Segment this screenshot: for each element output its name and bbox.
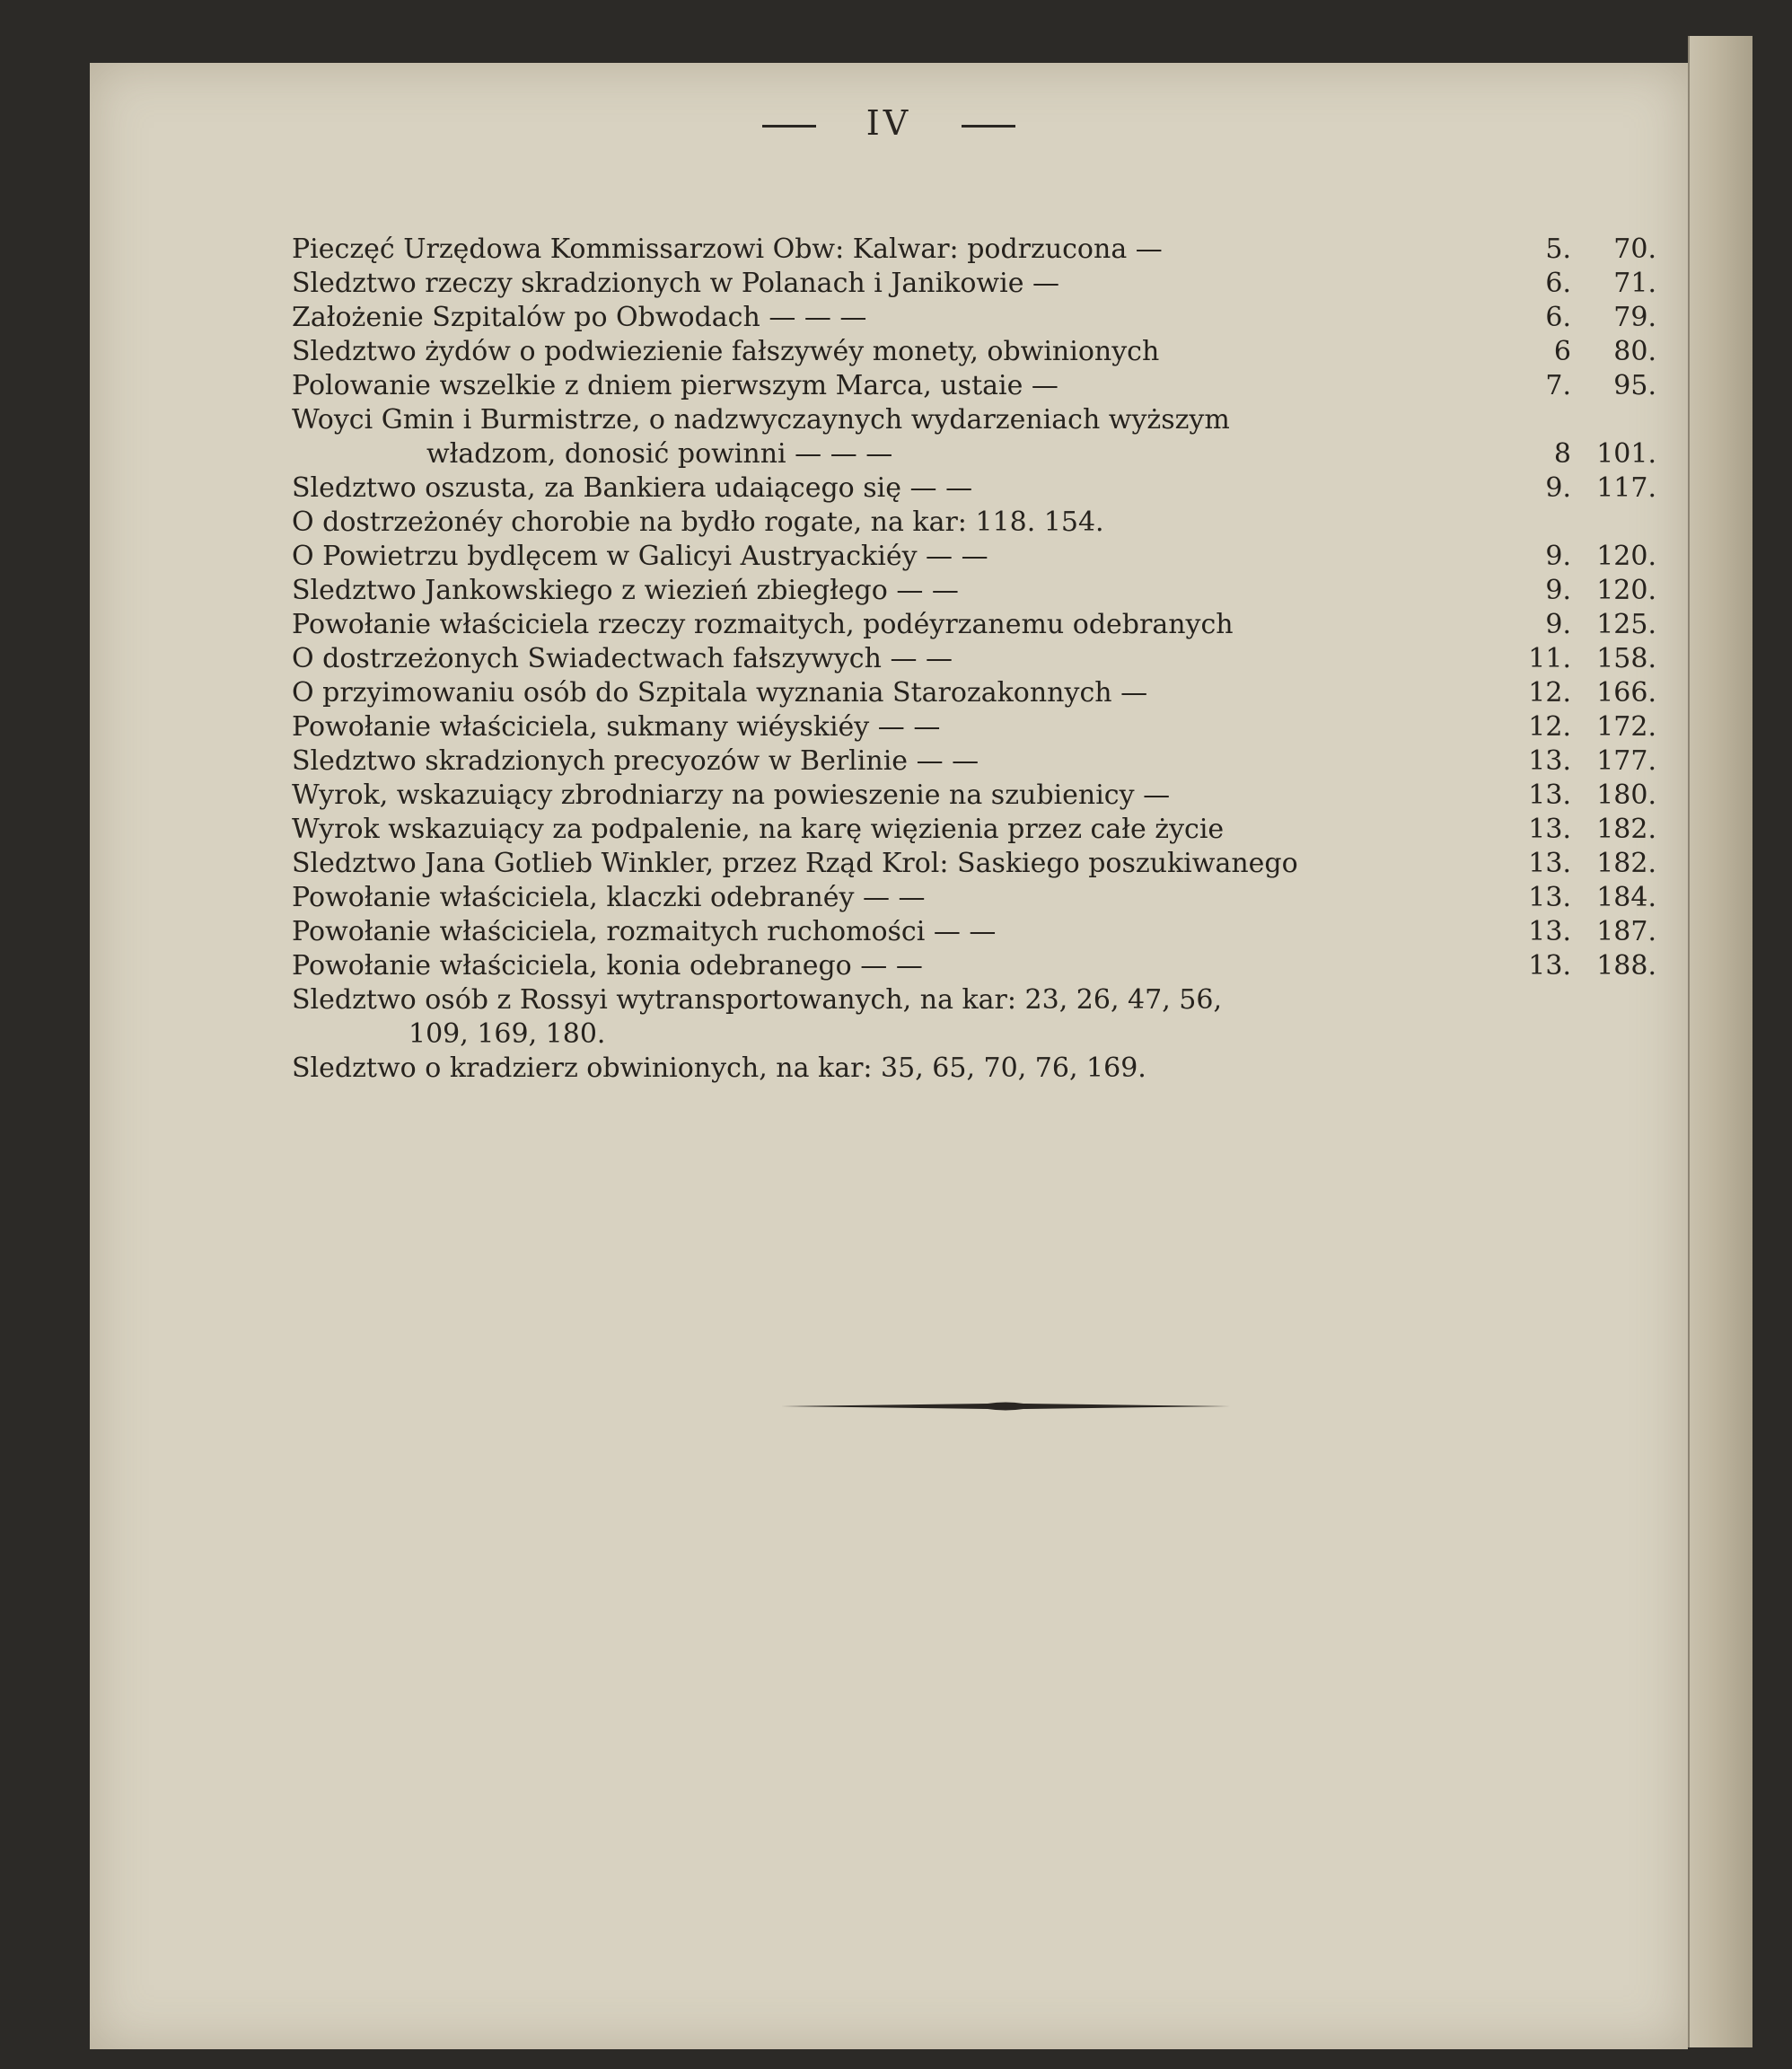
entry-title: Powołanie właściciela, klaczki odebranéy — — [292,882,926,913]
entry-page: 182. [1596,814,1656,845]
entry-page: 180. [1596,779,1656,811]
entry-title: Sledztwo Jana Gotlieb Winkler, przez Rząd Krol: Saskiego poszukiwanego [292,848,1298,879]
index-entry-continuation [292,1018,1656,1052]
index-entry [292,848,1656,882]
entry-part: 13. [1528,814,1571,845]
entry-page: 166. [1596,677,1656,709]
index-entry [292,404,1656,438]
entry-title: Polowanie wszelkie z dniem pierwszym Marca, ustaie — [292,370,1059,401]
ornamental-rule [781,1401,1230,1412]
entry-title: Sledztwo żydów o podwiezienie fałszywéy monety, obwinionych [292,336,1160,367]
entry-title: Sledztwo rzeczy skradzionych w Polanach i Janikowie — [292,268,1059,299]
entry-title: Założenie Szpitalów po Obwodach — — — [292,302,867,333]
index-entry [292,233,1656,268]
index-entry [292,506,1656,541]
header-dash-right [962,125,1015,128]
index-entry [292,814,1656,848]
index-entry [292,745,1656,779]
entry-part: 8 [1553,438,1571,470]
entry-page: 187. [1596,916,1656,947]
document-page [90,63,1688,2049]
page-number: IV [865,103,912,143]
index-entry [292,643,1656,677]
header-dash-left [762,125,816,128]
entry-title: Woyci Gmin i Burmistrze, o nadzwyczaynych wydarzeniach wyższym [292,404,1230,436]
entry-title: Pieczęć Urzędowa Kommissarzowi Obw: Kalwar: podrzucona — [292,233,1163,265]
index-entries [292,233,1656,1087]
entry-part: 6 [1553,336,1571,367]
entry-part: 13. [1528,779,1571,811]
entry-title: Wyrok, wskazuiący zbrodniarzy na powieszenie na szubienicy — [292,779,1171,811]
index-entry [292,677,1656,711]
entry-part: 13. [1528,882,1571,913]
entry-part: 13. [1528,745,1571,777]
entry-part: 13. [1528,950,1571,982]
index-entry [292,575,1656,609]
index-entry [292,336,1656,370]
entry-page: 117. [1596,472,1656,504]
entry-part: 9. [1545,472,1571,504]
index-entry [292,711,1656,745]
entry-page: 79. [1613,302,1656,333]
index-entry [292,472,1656,506]
entry-page: 125. [1596,609,1656,640]
entry-title: Powołanie właściciela, konia odebranego — — [292,950,923,982]
entry-title: Wyrok wskazuiący za podpalenie, na karę więzienia przez całe życie [292,814,1225,845]
entry-page: 158. [1596,643,1656,674]
entry-title: O dostrzeżonéy chorobie na bydło rogate, na kar: 118. 154. [292,506,1104,538]
index-entry [292,984,1656,1018]
entry-part: 5. [1545,233,1571,265]
entry-title: Sledztwo oszusta, za Bankiera udaiącego się — — [292,472,973,504]
entry-title: O Powietrzu bydlęcem w Galicyi Austryackiéy — — [292,541,988,572]
entry-page: 188. [1596,950,1656,982]
index-entry [292,609,1656,643]
index-entry [292,916,1656,950]
entry-part: 13. [1528,848,1571,879]
entry-title: Powołanie właściciela, rozmaitych ruchomości — — [292,916,997,947]
index-entry [292,302,1656,336]
entry-page: 70. [1613,233,1656,265]
entry-page: 80. [1613,336,1656,367]
entry-part: 9. [1545,609,1571,640]
page-header [90,103,1688,143]
entry-title: Sledztwo skradzionych precyozów w Berlinie — — [292,745,979,777]
entry-page: 71. [1613,268,1656,299]
entry-part: 13. [1528,916,1571,947]
entry-part: 6. [1545,302,1571,333]
entry-title: O przyimowaniu osób do Szpitala wyznania Starozakonnych — [292,677,1148,709]
entry-part: 12. [1528,677,1571,709]
entry-page: 172. [1596,711,1656,743]
entry-title: O dostrzeżonych Swiadectwach fałszywych — — [292,643,953,674]
entry-part: 12. [1528,711,1571,743]
index-entry [292,1052,1656,1087]
index-entry [292,950,1656,984]
entry-title: 109, 169, 180. [408,1018,606,1050]
book-spine [1688,36,1752,2047]
entry-page: 120. [1596,541,1656,572]
entry-part: 11. [1528,643,1571,674]
entry-title: Powołanie właściciela, sukmany wiéyskiéy — — [292,711,941,743]
entry-page: 184. [1596,882,1656,913]
index-entry [292,370,1656,404]
entry-title: Sledztwo o kradzierz obwinionych, na kar: 35, 65, 70, 76, 169. [292,1052,1146,1084]
entry-title: Sledztwo Jankowskiego z wiezień zbiegłego — — [292,575,959,606]
entry-part: 9. [1545,541,1571,572]
entry-part: 9. [1545,575,1571,606]
entry-title: władzom, donosić powinni — — — [426,438,893,470]
index-entry [292,268,1656,302]
entry-page: 120. [1596,575,1656,606]
entry-part: 7. [1545,370,1571,401]
entry-page: 101. [1596,438,1656,470]
index-entry [292,541,1656,575]
entry-page: 182. [1596,848,1656,879]
entry-page: 177. [1596,745,1656,777]
index-entry-continuation [292,438,1656,472]
entry-title: Powołanie właściciela rzeczy rozmaitych, podéyrzanemu odebranych [292,609,1234,640]
entry-part: 6. [1545,268,1571,299]
index-entry [292,882,1656,916]
index-entry [292,779,1656,814]
entry-page: 95. [1613,370,1656,401]
entry-title: Sledztwo osób z Rossyi wytransportowanych, na kar: 23, 26, 47, 56, [292,984,1222,1016]
